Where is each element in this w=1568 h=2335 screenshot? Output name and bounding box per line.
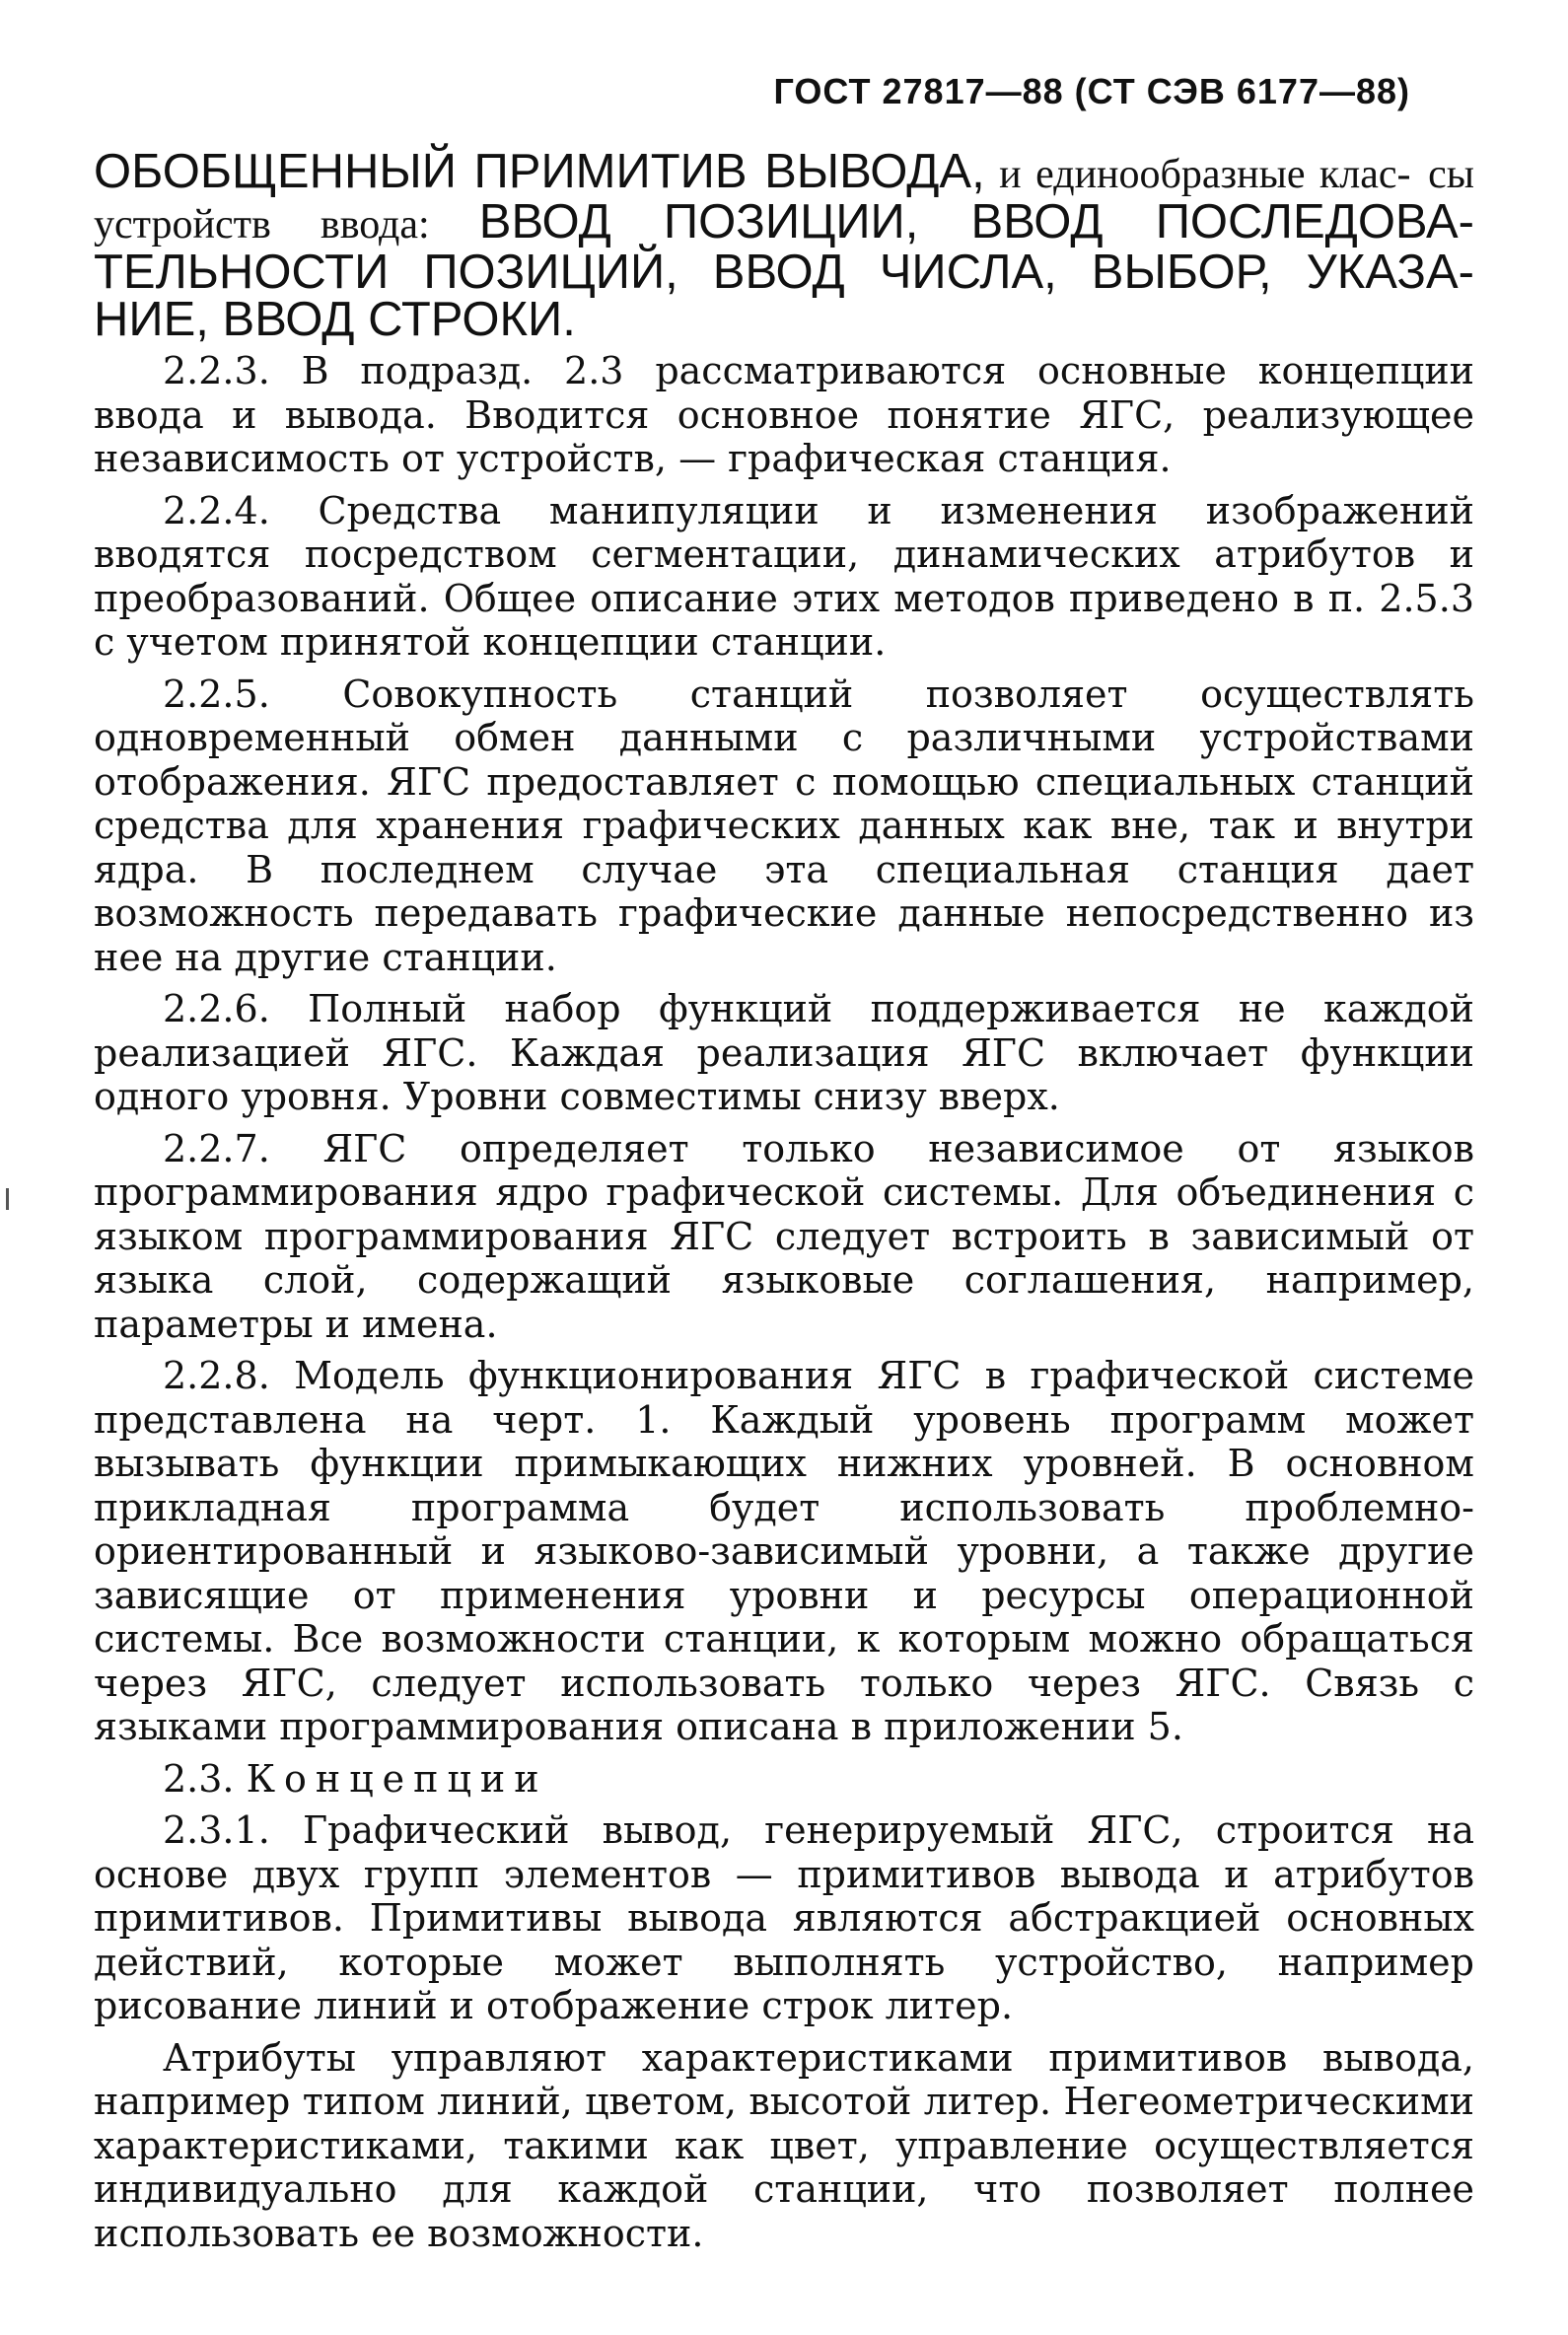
paragraph-2-2-4: 2.2.4. Средства манипуляции и изменения изображений вводятся посредством сегментации, динамических атрибутов и преобразований. Общее описание этих методов приведено в п. 2.5.3 с учетом принятой концепции станции. <box>94 488 1474 664</box>
lead-caps-2: ВВОД ПОЗИЦИИ, ВВОД ПОСЛЕДОВА-ТЕЛЬНОСТИ ПОЗИЦИЙ, ВВОД ЧИСЛА, ВЫБОР, УКАЗА-НИЕ, ВВОД СТРОКИ. <box>94 195 1474 346</box>
paragraph-2-2-3: 2.2.3. В подразд. 2.3 рассматриваются основные концепции ввода и вывода. Вводится основное понятие ЯГС, реализующее независимость от устройств, — графическая станция. <box>94 349 1474 480</box>
lead-text-2: сы устройств ввода: <box>94 152 1474 248</box>
paragraph-2-2-6: 2.2.6. Полный набор функций поддерживается не каждой реализацией ЯГС. Каждая реализация ЯГС включает функции одного уровня. Уровни совместимы снизу вверх. <box>94 987 1474 1118</box>
document-body <box>94 145 1474 2263</box>
paragraph-2-3-1: 2.3.1. Графический вывод, генерируемый ЯГС, строится на основе двух групп элементов — примитивов вывода и атрибутов примитивов. Примитивы вывода являются абстракцией основных действий, которые может выполнять устройство, например рисование линий и отображение строк литер. <box>94 1808 1474 2027</box>
lead-caps-1: ОБОБЩЕННЫЙ ПРИМИТИВ ВЫВОДА, <box>94 145 985 198</box>
paragraph-2-2-7: 2.2.7. ЯГС определяет только независимое от языков программирования ядро графической системы. Для объединения с языком программирования ЯГС следует встроить в зависимый от языка слой, содержащий языковые соглашения, например, параметры и имена. <box>94 1126 1474 1346</box>
section-number: 2.3. <box>163 1756 247 1801</box>
margin-mark <box>6 1188 9 1210</box>
paragraph-attributes: Атрибуты управляют характеристиками примитивов вывода, например типом линий, цветом, высотой литер. Негеометрическими характеристиками, такими как цвет, управление осуществляется индивидуально для каждой станции, что позволяет полнее использовать ее возможности. <box>94 2035 1474 2255</box>
section-heading-2-3 <box>94 1757 1474 1802</box>
lead-text-1: и единообразные клас- <box>984 152 1411 197</box>
section-title: Концепции <box>246 1756 548 1801</box>
lead-paragraph <box>94 145 1474 346</box>
paragraph-2-2-8: 2.2.8. Модель функционирования ЯГС в графической системе представлена на черт. 1. Каждый уровень программ может вызывать функции примыкающих нижних уровней. В основном прикладная программа будет использовать проблемно-ориентированный и языково-зависимый уровни, а также другие зависящие от применения уровни и ресурсы операционной системы. Все возможности станции, к которым можно обращаться через ЯГС, следует использовать только через ЯГС. Связь с языками программирования описана в приложении 5. <box>94 1354 1474 1748</box>
paragraph-2-2-5: 2.2.5. Совокупность станций позволяет осуществлять одновременный обмен данными с различными устройствами отображения. ЯГС предоставляет с помощью специальных станций средства для хранения графических данных как вне, так и внутри ядра. В последнем случае эта специальная станция дает возможность передавать графические данные непосредственно из нее на другие станции. <box>94 672 1474 979</box>
document-header: ГОСТ 27817—88 (СТ СЭВ 6177—88) <box>773 71 1410 111</box>
